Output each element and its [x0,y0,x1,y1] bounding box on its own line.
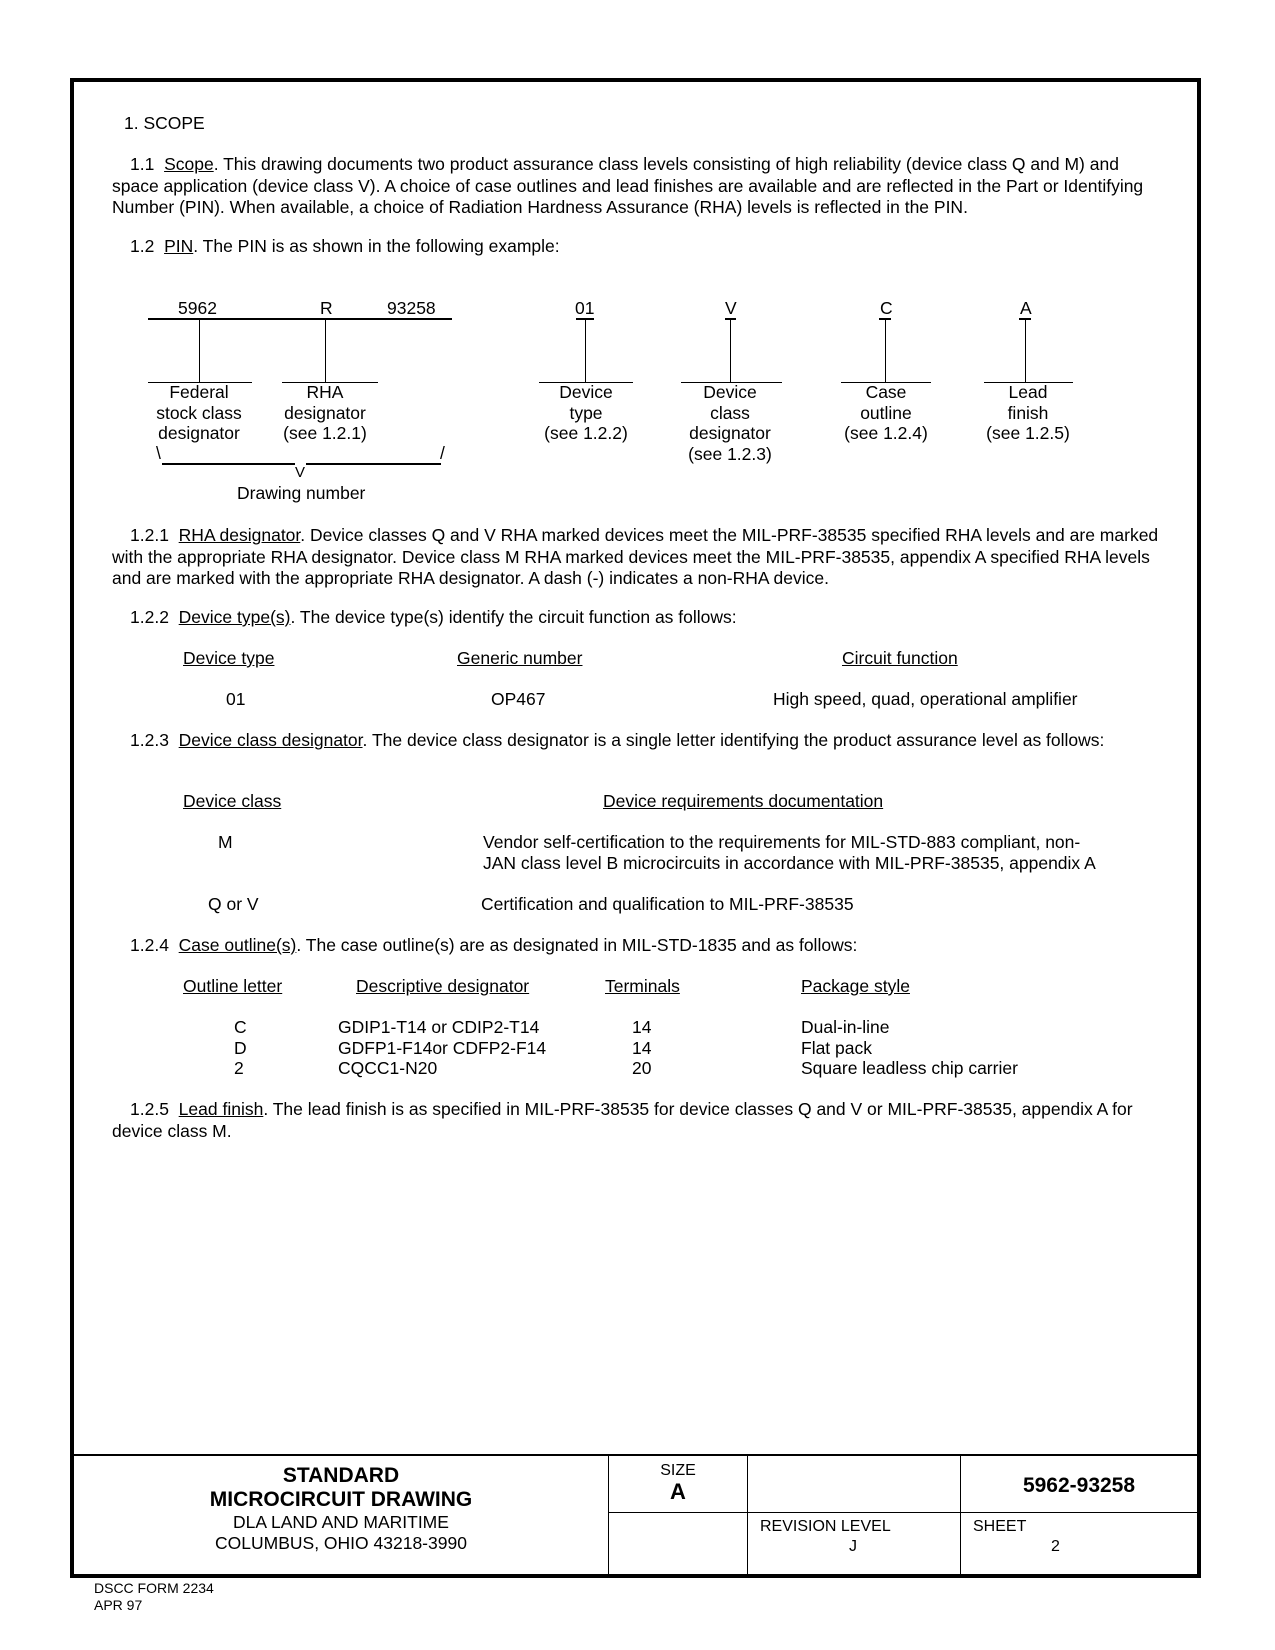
blank-cell [609,1513,748,1574]
pin-number: 1.2 [130,236,155,256]
col-header: Device requirements documentation [603,791,884,811]
scope-title: Scope [164,154,214,174]
leader-device-class [730,319,731,383]
revision-value: J [849,1538,857,1555]
form-number: DSCC FORM 2234 [94,1580,214,1596]
device-class-title: Device class designator [178,730,363,750]
leader-device-type [585,319,586,383]
table-cell: Square leadless chip carrier [801,1058,1018,1078]
pin-title: PIN [164,236,194,256]
col-header: Outline letter [183,976,283,996]
device-type-text: . The device type(s) identify the circuit function as follows: [290,607,737,627]
pin-field-lead-finish: A [1020,298,1032,318]
table-cell: C [234,1017,247,1037]
col-header: Generic number [457,648,583,668]
pin-field-fsc: 5962 [178,298,217,318]
table-cell: 2 [234,1058,244,1078]
lead-finish-title: Lead finish [178,1099,264,1119]
table-cell: 14 [632,1038,652,1058]
sheet-label: SHEET [973,1518,1027,1535]
table-cell: Certification and qualification to MIL-PRF-38535 [481,894,854,914]
pin-underline [148,318,452,320]
title-block [74,1454,1197,1576]
rha-number: 1.2.1 [130,525,169,545]
case-outline-paragraph [112,935,1162,957]
table-cell: JAN class level B microcircuits in accordance with MIL-PRF-38535, appendix A [483,853,1096,873]
drawing-number-cell [961,1456,1197,1513]
pin-field-device-type: 01 [575,298,595,318]
leader-fsc [199,319,200,383]
leader-case-outline [885,319,886,383]
col-header: Device class [183,791,282,811]
size-value: A [670,1479,686,1504]
pin-field-drawing: 93258 [387,298,436,318]
lead-finish-paragraph [112,1099,1162,1142]
table-cell: D [234,1038,247,1058]
label-rha: RHA designator (see 1.2.1) [283,382,367,443]
leader-lead-finish [1025,319,1026,383]
table-cell: OP467 [491,689,546,709]
bracket-line-right [306,463,441,465]
device-type-number: 1.2.2 [130,607,169,627]
col-header: Circuit function [842,648,958,668]
pin-field-device-class: V [725,298,737,318]
col-header: Descriptive designator [356,976,530,996]
table-cell: GDIP1-T14 or CDIP2-T14 [338,1017,540,1037]
bracket-left: \ [156,443,161,463]
title-block-title-cell [74,1456,609,1574]
device-type-title: Device type(s) [178,607,291,627]
leader-rha [325,319,326,383]
bracket-right: / [440,443,445,463]
form-date: APR 97 [94,1597,143,1613]
title-line-2: MICROCIRCUIT DRAWING [209,1488,473,1511]
rha-title: RHA designator [178,525,301,545]
label-lead-finish: Lead finish (see 1.2.5) [986,382,1070,443]
pin-paragraph [112,236,1162,258]
case-outline-text: . The case outline(s) are as designated in MIL-STD-1835 and as follows: [296,935,858,955]
case-outline-number: 1.2.4 [130,935,169,955]
scope-number: 1.1 [130,154,155,174]
col-header: Package style [801,976,910,996]
lead-finish-number: 1.2.5 [130,1099,169,1119]
device-class-text: . The device class designator is a single letter identifying the product assurance level as follows: [362,730,1105,750]
table-cell: 01 [226,689,246,709]
drawing-number-label: Drawing number [237,483,366,503]
table-cell: 14 [632,1017,652,1037]
size-cell [609,1456,748,1513]
table-cell: GDFP1-F14or CDFP2-F14 [338,1038,547,1058]
device-class-paragraph [112,730,1162,752]
sheet-cell [961,1513,1197,1574]
label-fsc: Federal stock class designator [156,382,242,443]
rha-paragraph [112,525,1162,590]
sheet-value: 2 [1051,1538,1060,1555]
device-class-number: 1.2.3 [130,730,169,750]
revision-cell [748,1513,961,1574]
pin-field-case-outline: C [880,298,893,318]
drawing-frame [70,78,1201,1578]
bracket-line-left [162,463,295,465]
table-cell: Q or V [208,894,259,914]
pin-text: . The PIN is as shown in the following example: [193,236,560,256]
label-case-outline: Case outline (see 1.2.4) [844,382,928,443]
cage-cell [748,1456,961,1513]
table-cell: CQCC1-N20 [338,1058,438,1078]
pin-field-rha: R [320,298,333,318]
scope-text: . This drawing documents two product assurance class levels consisting of high reliability (device class Q and M) and space application (device class V). A choice of case outlines and lead finishes are available and are reflected in the Part or Identifying Number (PIN). When available, a choice of Radiation Hardness Assurance (RHA) levels is reflected in the PIN. [112,154,1144,217]
col-header: Device type [183,648,275,668]
rha-text: . Device classes Q and V RHA marked devices meet the MIL-PRF-38535 specified RHA levels and are marked with the appropriate RHA designator. Device class M RHA marked devices meet the MIL-PRF-38535, appendix A specified RHA levels and are marked with the appropriate RHA designator. A dash (-) indicates a non-RHA device. [112,525,1159,588]
size-label: SIZE [660,1462,696,1479]
section-heading: 1. SCOPE [124,113,205,133]
table-cell: Dual-in-line [801,1017,890,1037]
org-line-2: COLUMBUS, OHIO 43218-3990 [215,1533,467,1553]
case-outline-title: Case outline(s) [178,935,297,955]
form-footer [94,1580,214,1614]
table-cell: High speed, quad, operational amplifier [773,689,1078,709]
title-line-1: STANDARD [282,1464,400,1487]
table-cell: M [218,832,233,852]
drawing-number: 5962-93258 [1022,1474,1136,1497]
lead-finish-text: . The lead finish is as specified in MIL-PRF-38535 for device classes Q and V or MIL-PRF-38535, appendix A for device class M. [112,1099,1133,1141]
scope-paragraph [112,154,1162,219]
col-header: Terminals [605,976,680,996]
label-device-type: Device type (see 1.2.2) [544,382,628,443]
label-device-class: Device class designator (see 1.2.3) [688,382,772,464]
table-cell: 20 [632,1058,652,1078]
device-type-paragraph [112,607,1162,629]
org-line-1: DLA LAND AND MARITIME [233,1512,449,1532]
bracket-point: V [295,464,306,481]
table-cell: Flat pack [801,1038,872,1058]
revision-label: REVISION LEVEL [760,1518,891,1535]
table-cell: Vendor self-certification to the requirements for MIL-STD-883 compliant, non- [483,832,1081,852]
